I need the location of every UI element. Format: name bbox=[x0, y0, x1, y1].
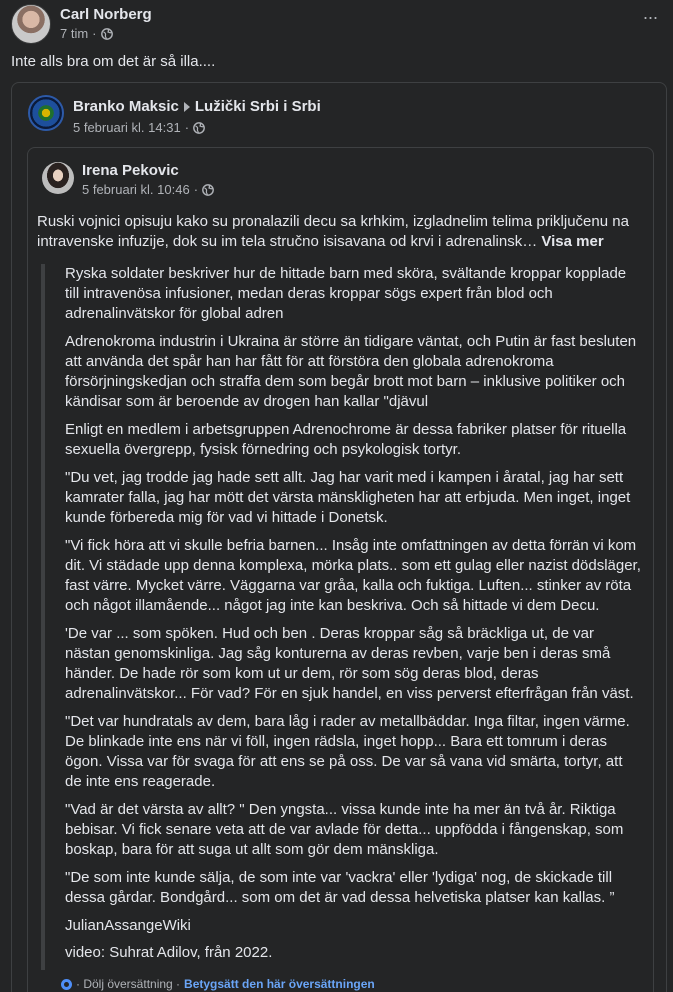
shared-post-time[interactable]: 5 februari kl. 14:31 bbox=[73, 120, 181, 135]
translation-paragraph: "Vi fick höra att vi skulle befria barnen... Insåg inte omfattningen av detta förrän vi kom dit. Vi städade upp denna komplexa, mörka plats.. som ett gulag eller nazist dödsläger, fast värre. Mycket värre. Väggarna var gråa, kalla och fuktiga. Luften... stinker av röta och något illamående... något jag inte kan beskriva. Och så hittade vi dem Decu. bbox=[65, 537, 641, 614]
shared-post-meta bbox=[73, 120, 205, 135]
translation-credit: video: Suhrat Adilov, från 2022. bbox=[65, 944, 273, 961]
inner-author-name[interactable]: Irena Pekovic bbox=[82, 162, 179, 179]
avatar[interactable] bbox=[42, 162, 74, 194]
translation-source: JulianAssangeWiki bbox=[65, 917, 191, 934]
globe-icon[interactable] bbox=[193, 122, 205, 134]
translation-paragraph: Ryska soldater beskriver hur de hittade barn med sköra, svältande kroppar kopplade till intravenösa infusioner, medan deras kroppar sögs expert från blod och adrenalinvätskor för global adren bbox=[65, 265, 627, 322]
translation-paragraph: 'De var ... som spöken. Hud och ben . Deras kroppar såg så bräckliga ut, de var nästan genomskinliga. Jag såg konturerna av deras revben, varje ben i deras små händer. De hade rör som kom ut ur dem, rör som sög deras blod, deras adrenalinvätskor... För vad? För en sjuk handel, en viss perverst efterfrågan från väst. bbox=[65, 625, 634, 702]
translation-paragraph: "Det var hundratals av dem, bara låg i rader av metallbäddar. Inga filtar, ingen värme. De blinkade inte ens när vi föll, ingen rädsla, inget hopp... Bara ett tomrum i deras ögon. Vissa var för svaga för att ens se på oss. De var så vana vid smärta, tortyr, att de inte ens reagerade. bbox=[65, 713, 630, 790]
globe-icon[interactable] bbox=[101, 28, 113, 40]
avatar[interactable] bbox=[11, 4, 51, 44]
author-name[interactable]: Carl Norberg bbox=[60, 6, 152, 23]
shared-author-line bbox=[73, 98, 321, 115]
translation-paragraph: Adrenokroma industrin i Ukraina är större än tidigare väntat, och Putin är fast besluten att använda det spår han har fått för att förstöra den globala adrenokroma försörjningskedjan och straffa dem som begår brott mot barn – inklusive politiker och kändisar som är beroende av drogen han kallar "djävul bbox=[65, 333, 637, 410]
group-name[interactable]: Lužički Srbi i Srbi bbox=[194, 98, 321, 115]
hide-translation-link[interactable]: · Dölj översättning · bbox=[76, 977, 181, 991]
post-meta bbox=[60, 26, 113, 41]
rate-translation-link[interactable]: Betygsätt den här översättningen bbox=[184, 977, 375, 991]
globe-icon[interactable] bbox=[202, 184, 214, 196]
meta-separator: · bbox=[184, 120, 190, 135]
inner-post-time[interactable]: 5 februari kl. 10:46 bbox=[82, 182, 190, 197]
translation-block bbox=[41, 264, 641, 970]
inner-post-header bbox=[42, 162, 442, 202]
translation-paragraph: "De som inte kunde sälja, de som inte var 'vackra' eller 'lydiga' nog, de skickade till dessa gårdar. Bondgård... som om det är vad dessa helvetiska platser kan kallas. ” bbox=[65, 869, 615, 906]
caret-right-icon bbox=[184, 102, 190, 112]
translation-footer bbox=[61, 977, 375, 991]
meta-separator: · bbox=[193, 182, 199, 197]
translation-paragraph: Enligt en medlem i arbetsgruppen Adrenochrome är dessa fabriker platser för rituella sexuella övergrepp, fysisk förnedring och psykologisk tortyr. bbox=[65, 421, 627, 458]
shared-post-header bbox=[28, 95, 628, 135]
translation-paragraph: "Du vet, jag trodde jag hade sett allt. Jag har varit med i kampen i åratal, jag har sett kamrater falla, jag har mött det värsta mänskligheten har att erbjuda. Men inget, inget kunde förbereda mig för vad vi hittade i Donetsk. bbox=[65, 469, 631, 526]
original-post-text bbox=[37, 212, 637, 252]
translate-gear-icon[interactable] bbox=[61, 979, 72, 990]
post-header bbox=[11, 4, 661, 44]
meta-separator: · bbox=[92, 26, 97, 41]
more-options-button[interactable]: ··· bbox=[642, 7, 658, 27]
shared-author-name[interactable]: Branko Maksic bbox=[73, 98, 179, 115]
post-text: Inte alls bra om det är så illa.... bbox=[11, 53, 216, 70]
see-more-link[interactable]: Visa mer bbox=[541, 233, 604, 250]
post-time[interactable]: 7 tim bbox=[60, 26, 89, 41]
original-text: Ruski vojnici opisuju kako su pronalazili decu sa krhkim, izgladnelim telima priključenu na intravenske infuzije, dok su im tela stručno isisavana od krvi i adrenalinsk… bbox=[37, 213, 629, 250]
avatar[interactable] bbox=[28, 95, 64, 131]
translation-paragraph: "Vad är det värsta av allt? " Den yngsta... vissa kunde inte ha mer än två år. Riktiga bebisar. Vi fick senare veta att de var avlade för detta... uppfödda i fångenskap, som boskap, bara för att suga ut allt som gör dem mänskliga. bbox=[65, 801, 624, 858]
inner-post-meta bbox=[82, 182, 214, 197]
